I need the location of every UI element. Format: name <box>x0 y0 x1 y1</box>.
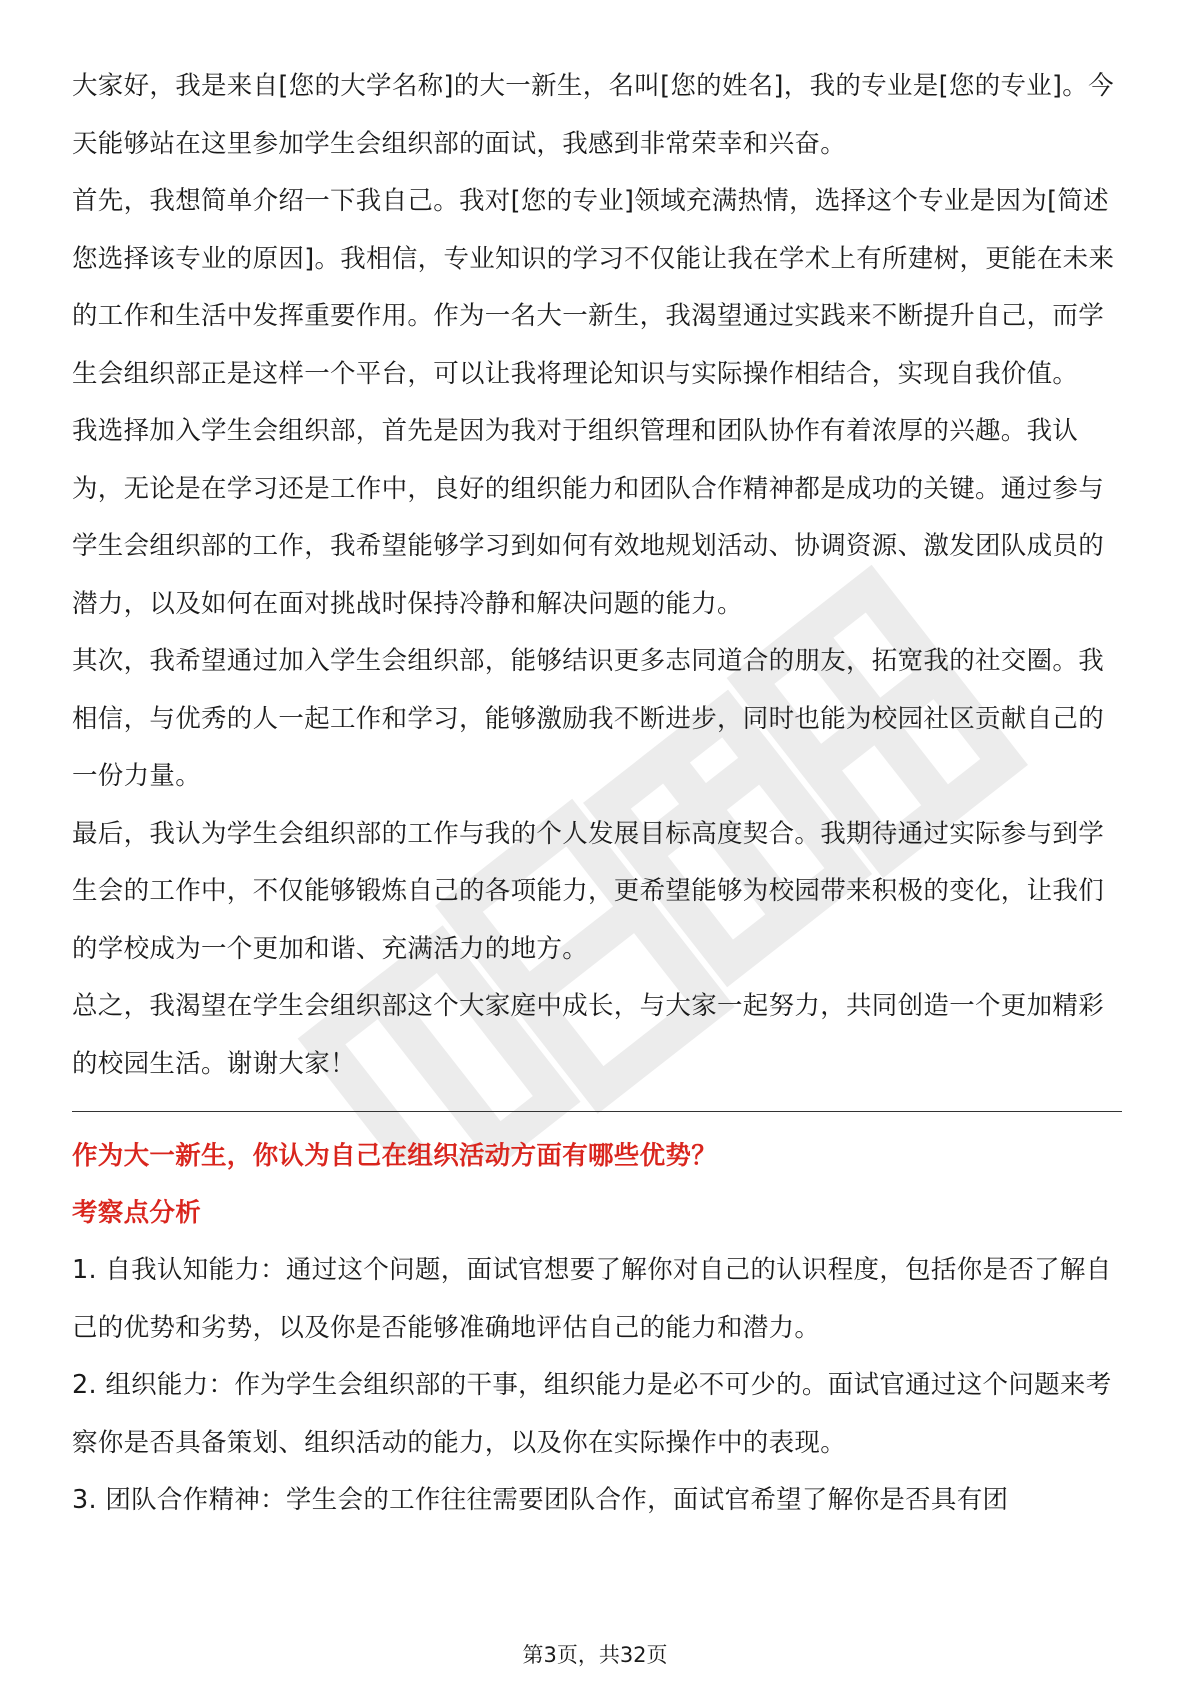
goals-paragraph: 最后，我认为学生会组织部的工作与我的个人发展目标高度契合。我期待通过实际参与到学生会的工作中，不仅能够锻炼自己的各项能力，更希望能够为校园带来积极的变化，让我们的学校成为一个更加和谐、充满活力的地方。 <box>72 818 1105 964</box>
analysis-heading: 考察点分析 <box>72 1198 202 1228</box>
question-heading: 作为大一新生，你认为自己在组织活动方面有哪些优势？ <box>72 1141 718 1171</box>
analysis-item-organization: 2. 组织能力：作为学生会组织部的干事，组织能力是必不可少的。面试官通过这个问题来考察你是否具备策划、组织活动的能力，以及你在实际操作中的表现。 <box>72 1370 1112 1458</box>
social-paragraph: 其次，我希望通过加入学生会组织部，能够结识更多志同道合的朋友，拓宽我的社交圈。我相信，与优秀的人一起工作和学习，能够激励我不断进步，同时也能为校园社区贡献自己的一份力量。 <box>72 646 1105 791</box>
self-introduction-paragraph: 首先，我想简单介绍一下我自己。我对[您的专业]领域充满热情，选择这个专业是因为[简述您选择该专业的原因]。我相信，专业知识的学习不仅能让我在学术上有所建树，更能在未来的工作和生活中发挥重要作用。作为一名大一新生，我渴望通过实践来不断提升自己，而学生会组织部正是这样一个平台，可以让我将理论知识与实际操作相结合，实现自我价值。 <box>72 186 1115 389</box>
page-number-footer: 第3页，共32页 <box>522 1643 668 1667</box>
intro-paragraph: 大家好，我是来自[您的大学名称]的大一新生，名叫[您的姓名]，我的专业是[您的专业]。今天能够站在这里参加学生会组织部的面试，我感到非常荣幸和兴奋。 <box>72 71 1114 159</box>
analysis-item-self-awareness: 1. 自我认知能力：通过这个问题，面试官想要了解你对自己的认识程度，包括你是否了解自己的优势和劣势，以及你是否能够准确地评估自己的能力和潜力。 <box>72 1255 1112 1343</box>
conclusion-paragraph: 总之，我渴望在学生会组织部这个大家庭中成长，与大家一起努力，共同创造一个更加精彩的校园生活。谢谢大家！ <box>72 991 1105 1079</box>
motivation-paragraph: 我选择加入学生会组织部，首先是因为我对于组织管理和团队协作有着浓厚的兴趣。我认为，无论是在学习还是工作中，良好的组织能力和团队合作精神都是成功的关键。通过参与学生会组织部的工作，我希望能够学习到如何有效地规划活动、协调资源、激发团队成员的潜力，以及如何在面对挑战时保持冷静和解决问题的能力。 <box>72 416 1105 619</box>
analysis-item-teamwork: 3. 团队合作精神：学生会的工作往往需要团队合作，面试官希望了解你是否具有团 <box>72 1485 1009 1515</box>
section-divider <box>72 1111 1122 1112</box>
content-area <box>72 58 1122 1530</box>
